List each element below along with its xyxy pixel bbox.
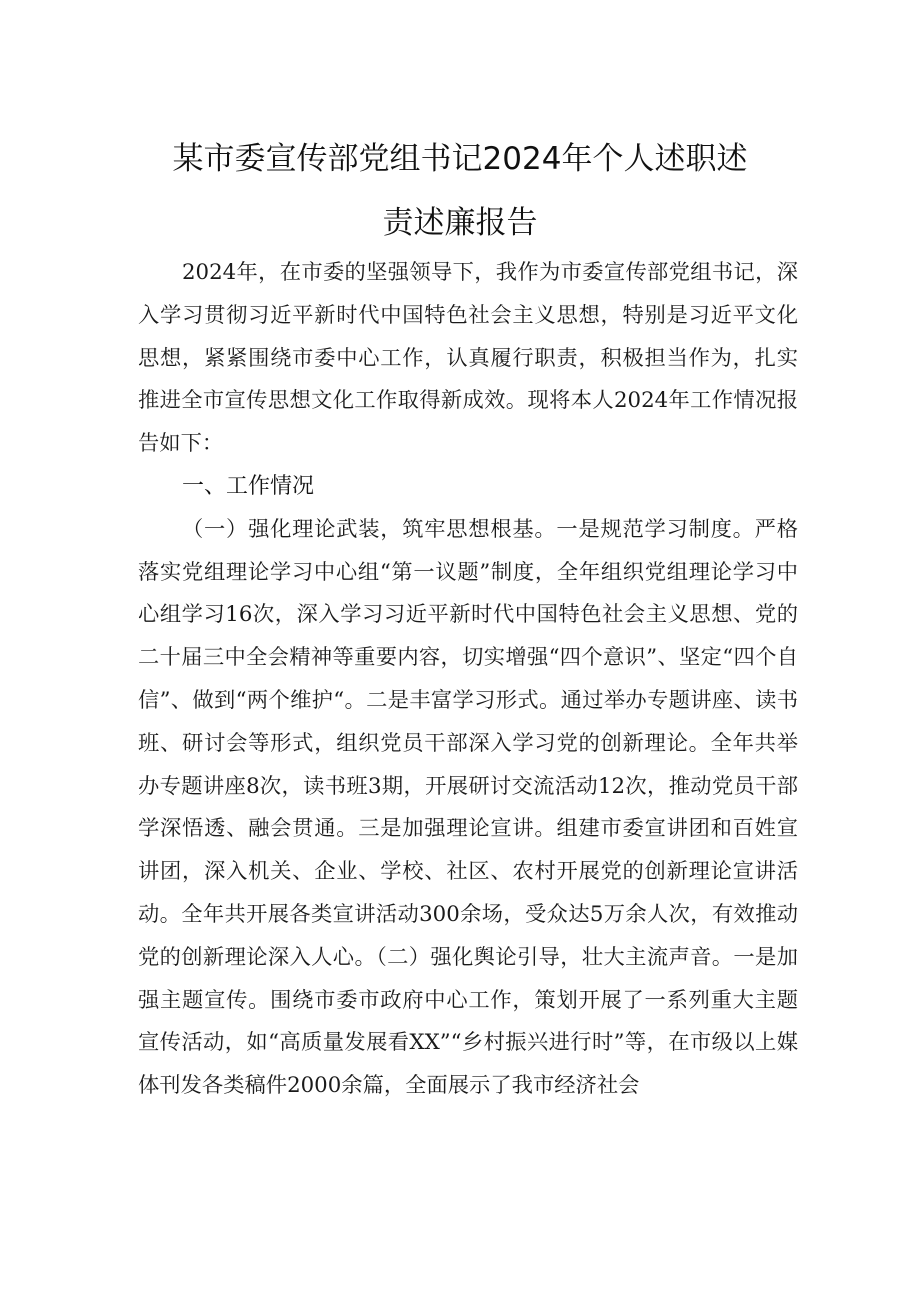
- document-body: [138, 252, 798, 1108]
- intro-paragraph: 2024年，在市委的坚强领导下，我作为市委宣传部党组书记，深入学习贯彻习近平新时代中国特色社会主义思想，特别是习近平文化思想，紧紧围绕市委中心工作，认真履行职责，积极担当作为，扎实推进全市宣传思想文化工作取得新成效。现将本人2024年工作情况报告如下：: [138, 260, 798, 457]
- section-heading: 一、工作情况: [182, 473, 315, 499]
- document-title-line-1: 某市委宣传部党组书记2024年个人述职述: [172, 141, 748, 177]
- section-body-paragraph: （一）强化理论武装，筑牢思想根基。一是规范学习制度。严格落实党组理论学习中心组“第一议题”制度，全年组织党组理论学习中心组学习16次，深入学习习近平新时代中国特色社会主义思想、党的二十届三中全会精神等重要内容，切实增强“四个意识”、坚定“四个自信”、做到“两个维护“。二是丰富学习形式。通过举办专题讲座、读书班、研讨会等形式，组织党员干部深入学习党的创新理论。全年共举办专题讲座8次，读书班3期，开展研讨交流活动12次，推动党员干部学深悟透、融会贯通。三是加强理论宣讲。组建市委宣讲团和百姓宣讲团，深入机关、企业、学校、社区、农村开展党的创新理论宣讲活动。全年共开展各类宣讲活动300余场，受众达5万余人次，有效推动党的创新理论深入人心。（二）强化舆论引导，壮大主流声音。一是加强主题宣传。围绕市委市政府中心工作，策划开展了一系列重大主题宣传活动，如“高质量发展看XX”“乡村振兴进行时”等，在市级以上媒体刊发各类稿件2000余篇，全面展示了我市经济社会: [138, 516, 798, 1099]
- document-title-line-2: 责述廉报告: [382, 205, 538, 241]
